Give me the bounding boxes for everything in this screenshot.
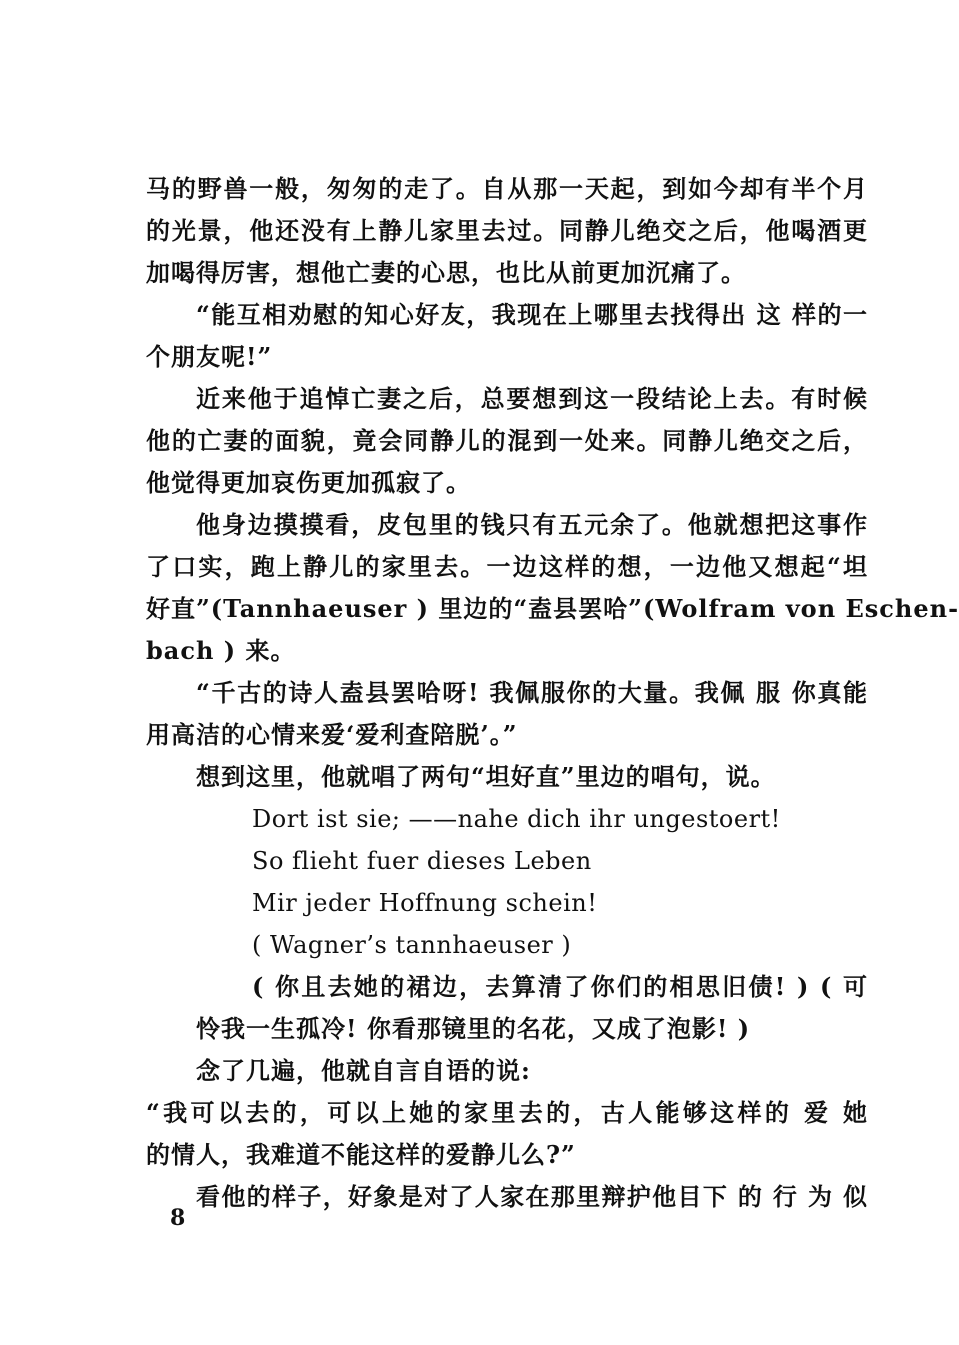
text-line: 了口实，跑上静儿的家里去。一边这样的想，一边他又想起“坦 <box>146 552 868 581</box>
text-line: 念了几遍，他就自言自语的说: <box>196 1056 531 1085</box>
text-line: “能互相劝慰的知心好友，我现在上哪里去找得出 这 样的一 <box>196 300 868 329</box>
body-text <box>146 168 959 1218</box>
verse-line: So flieht fuer dieses Leben <box>252 847 592 875</box>
text-line: 个朋友呢!” <box>146 342 273 371</box>
text-line: 加喝得厉害，想他亡妻的心思，也比从前更加沉痛了。 <box>146 258 746 287</box>
text-line: 怜我一生孤冷! 你看那镜里的名花，又成了泡影! ) <box>196 1014 751 1043</box>
text-line: bach ) 来。 <box>146 636 296 665</box>
text-line: 想到这里，他就唱了两句“坦好直”里边的唱句，说。 <box>196 762 776 791</box>
verse-line: Mir jeder Hoffnung schein! <box>252 889 598 917</box>
text-line: 马的野兽一般，匆匆的走了。自从那一天起，到如今却有半个月 <box>146 174 868 203</box>
text-line: “我可以去的，可以上她的家里去的，古人能够这样的 爱 她 <box>146 1098 868 1127</box>
text-line: 用高洁的心情来爱‘爱利查陪脱’。” <box>146 720 518 749</box>
text-line: 他的亡妻的面貌，竟会同静儿的混到一处来。同静儿绝交之后， <box>146 426 868 455</box>
text-line: 的情人，我难道不能这样的爱静儿么?” <box>146 1140 576 1169</box>
text-line: 近来他于追悼亡妻之后，总要想到这一段结论上去。有时候 <box>196 384 868 413</box>
verse-line: ( Wagner’s tannhaeuser ) <box>252 931 572 959</box>
text-line: “千古的诗人盍县罢哈呀! 我佩服你的大量。我佩 服 你真能 <box>196 678 868 707</box>
text-line: 他身边摸摸看，皮包里的钱只有五元余了。他就想把这事作 <box>196 510 868 539</box>
text-line: 他觉得更加哀伤更加孤寂了。 <box>146 468 471 497</box>
page-number: 8 <box>170 1205 186 1231</box>
text-line: ( 你且去她的裙边，去算清了你们的相思旧债! ) ( 可 <box>252 972 868 1001</box>
verse-line: Dort ist sie; ——nahe dich ihr ungestoert! <box>252 805 781 833</box>
text-line: 看他的样子，好象是对了人家在那里辩护他目下 的 行 为 似 <box>196 1182 868 1211</box>
text-line: 好直”(Tannhaeuser ) 里边的“盍县罢哈”(Wolfram von Eschen- <box>146 594 959 623</box>
text-line: 的光景，他还没有上静儿家里去过。同静儿绝交之后，他喝酒更 <box>146 216 868 245</box>
